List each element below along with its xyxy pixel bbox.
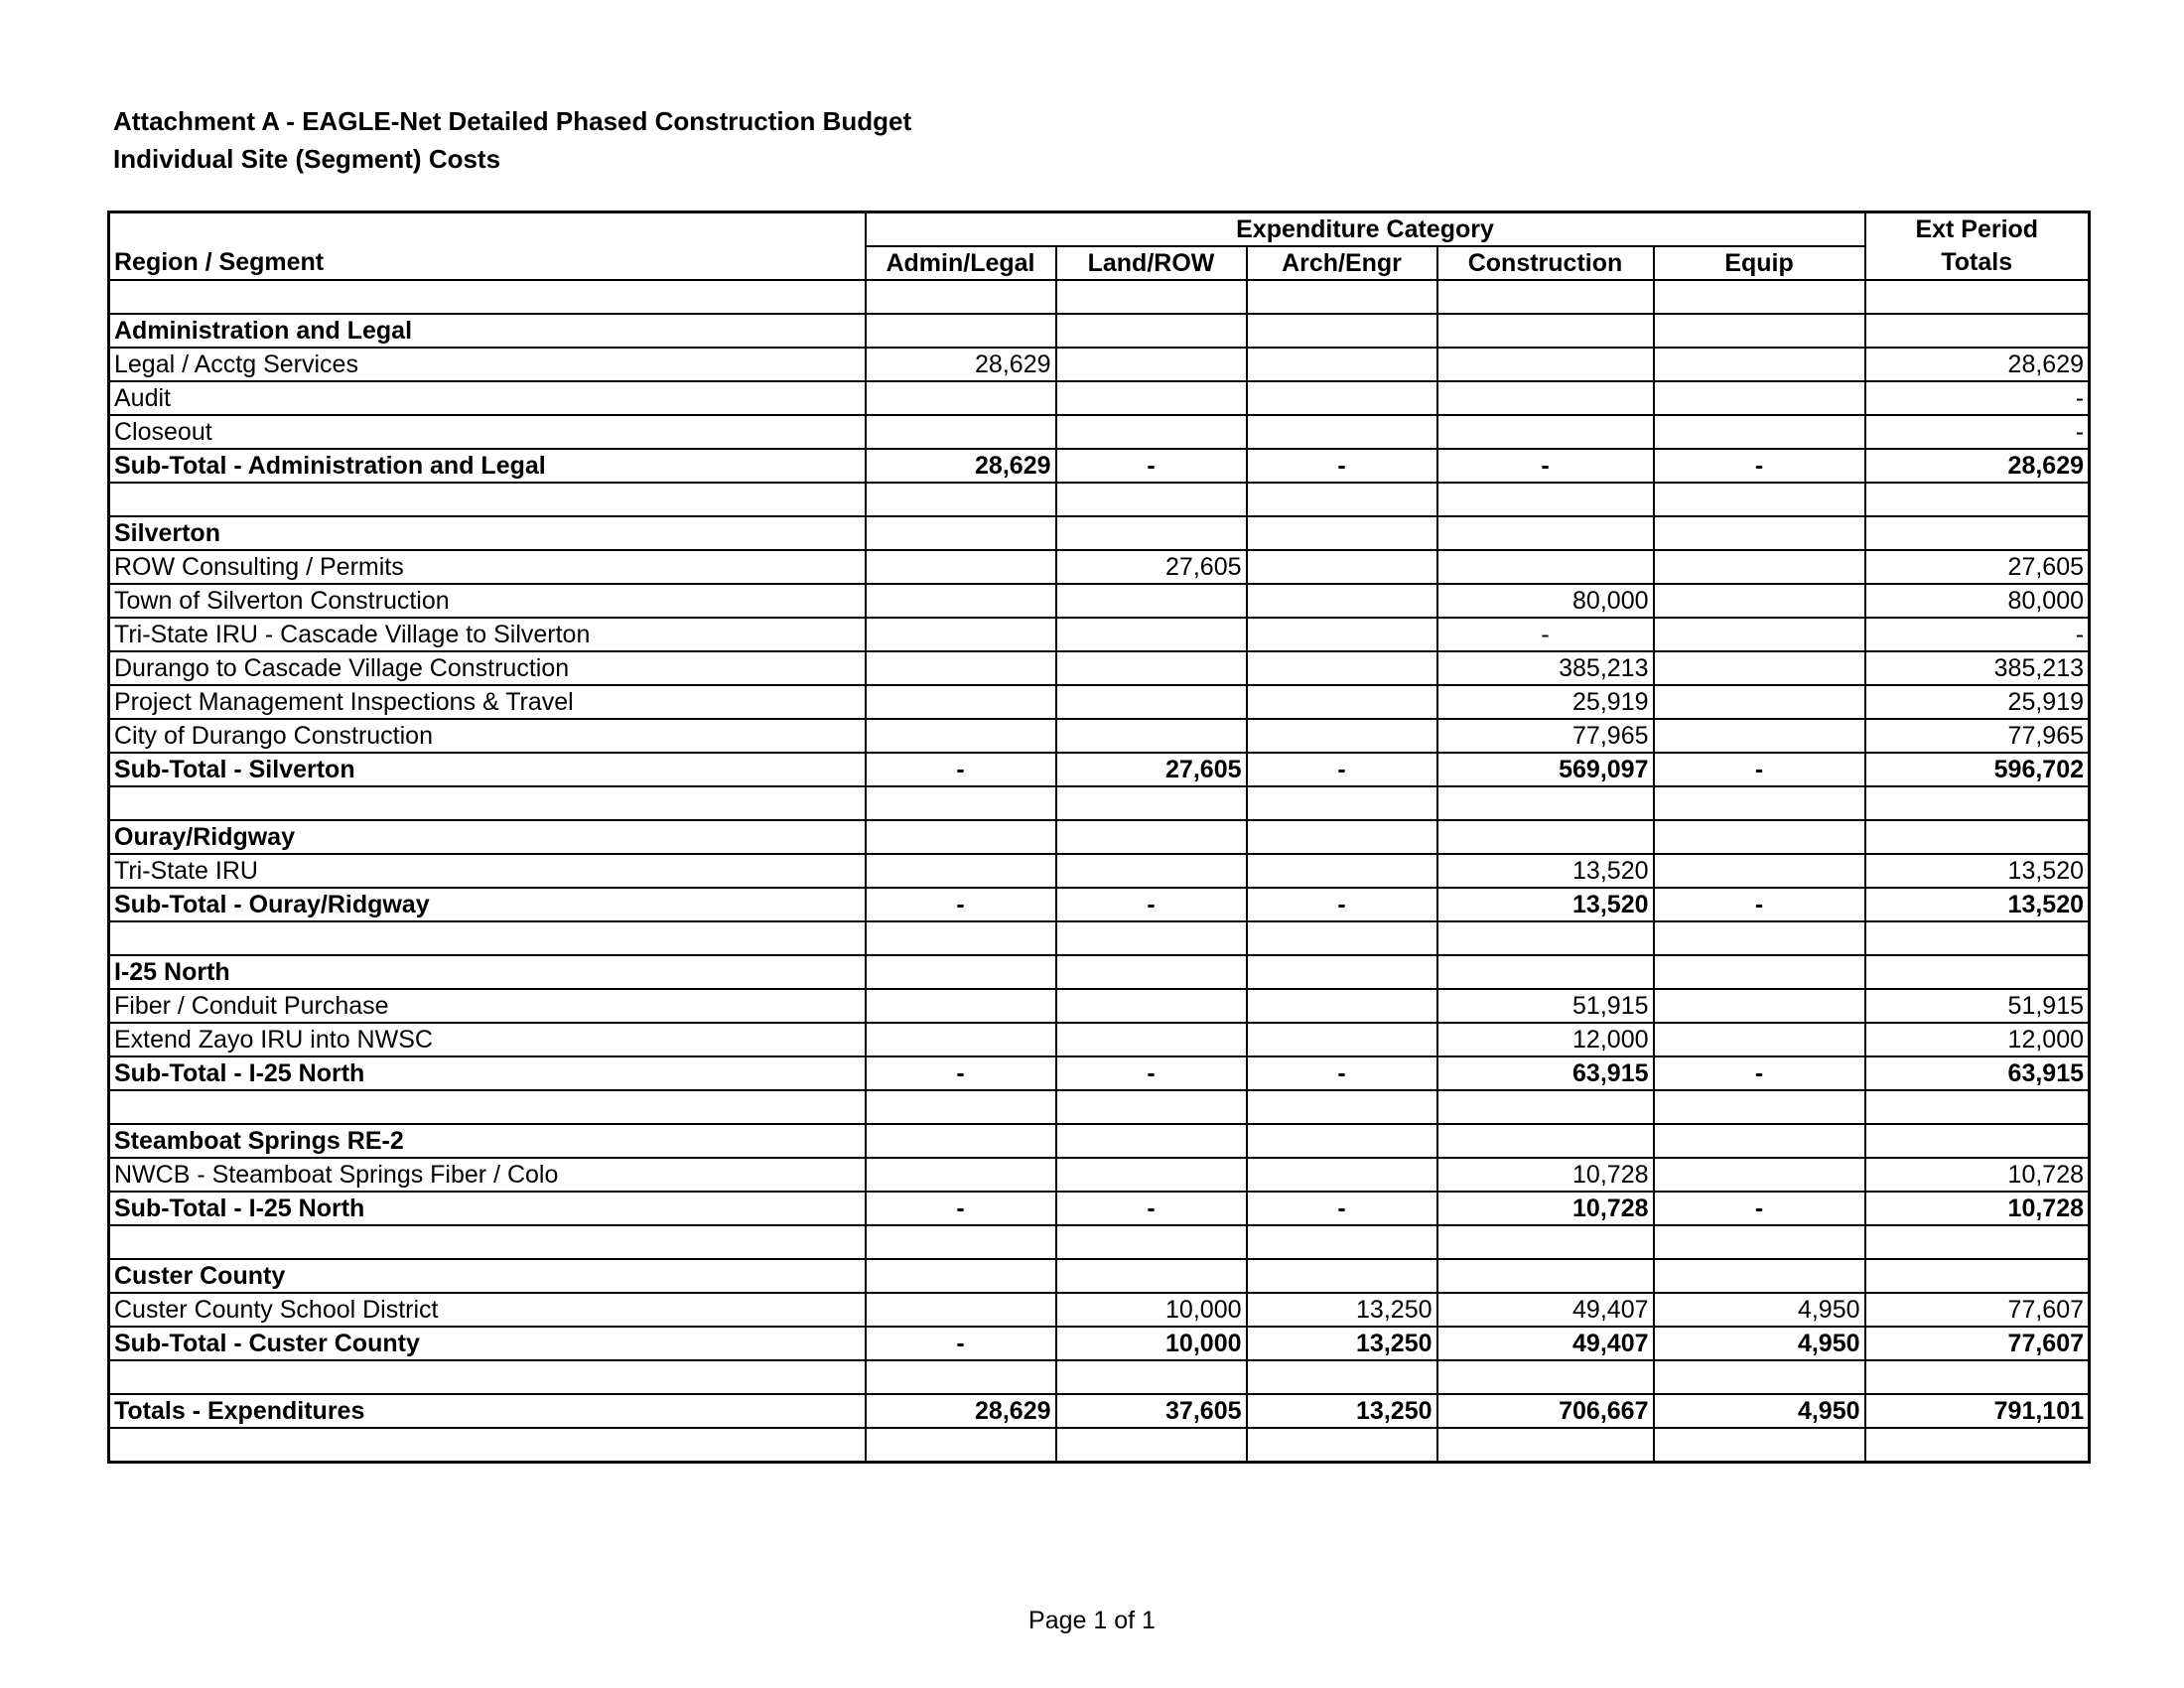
blank-cell (1247, 1225, 1437, 1259)
header-row-group (109, 212, 2090, 247)
cell-equip (1654, 854, 1865, 888)
blank-cell (1865, 516, 2090, 550)
cell-land-row (1056, 415, 1247, 449)
blank-cell (1865, 1090, 2090, 1124)
row-label: Sub-Total - Administration and Legal (109, 449, 866, 483)
blank-cell (1865, 1225, 2090, 1259)
blank-cell (1056, 1124, 1247, 1158)
row-label: Tri-State IRU - Cascade Village to Silverton (109, 618, 866, 651)
blank-cell (1654, 516, 1865, 550)
row-label: Town of Silverton Construction (109, 584, 866, 618)
blank-cell (1654, 820, 1865, 854)
blank-row (109, 1360, 2090, 1394)
row-label: Project Management Inspections & Travel (109, 685, 866, 719)
cell-admin-legal (866, 381, 1056, 415)
row-label: Silverton (109, 516, 866, 550)
line-item-row (109, 719, 2090, 753)
cell-arch-engr: 13,250 (1247, 1327, 1437, 1360)
blank-row (109, 483, 2090, 516)
cell-equip (1654, 618, 1865, 651)
cell-land-row (1056, 854, 1247, 888)
cell-construction: 12,000 (1437, 1023, 1654, 1056)
blank-cell (866, 955, 1056, 989)
cell-equip (1654, 685, 1865, 719)
blank-cell (1247, 1090, 1437, 1124)
cell-arch-engr (1247, 1023, 1437, 1056)
cell-arch-engr (1247, 685, 1437, 719)
blank-cell (1437, 1090, 1654, 1124)
cell-construction: 569,097 (1437, 753, 1654, 786)
cell-ext-period-total: 80,000 (1865, 584, 2090, 618)
blank-cell (1056, 1360, 1247, 1394)
cell-arch-engr: 13,250 (1247, 1394, 1437, 1428)
blank-cell (1437, 1225, 1654, 1259)
line-item-row (109, 989, 2090, 1023)
row-label: Steamboat Springs RE-2 (109, 1124, 866, 1158)
blank-cell (1865, 483, 2090, 516)
cell-admin-legal (866, 685, 1056, 719)
blank-cell (1654, 786, 1865, 820)
blank-cell (109, 483, 866, 516)
document-subtitle: Individual Site (Segment) Costs (113, 144, 501, 174)
line-item-row (109, 348, 2090, 381)
blank-cell (109, 1360, 866, 1394)
cell-ext-period-total: 63,915 (1865, 1056, 2090, 1090)
cell-ext-period-total: 77,965 (1865, 719, 2090, 753)
line-item-row (109, 584, 2090, 618)
blank-cell (1865, 1124, 2090, 1158)
cell-construction: 49,407 (1437, 1293, 1654, 1327)
cell-construction: 51,915 (1437, 989, 1654, 1023)
header-region-blank (109, 212, 866, 247)
blank-cell (1247, 955, 1437, 989)
cell-ext-period-total: 385,213 (1865, 651, 2090, 685)
cell-equip (1654, 415, 1865, 449)
blank-cell (1654, 1225, 1865, 1259)
row-label: Audit (109, 381, 866, 415)
blank-cell (1865, 921, 2090, 955)
cell-land-row: - (1056, 449, 1247, 483)
cell-land-row: - (1056, 1056, 1247, 1090)
cell-equip (1654, 584, 1865, 618)
cell-ext-period-total: 28,629 (1865, 449, 2090, 483)
cell-admin-legal (866, 719, 1056, 753)
blank-cell (1437, 1428, 1654, 1463)
subtotal-row (109, 1327, 2090, 1360)
cell-construction: 10,728 (1437, 1158, 1654, 1192)
cell-equip (1654, 1158, 1865, 1192)
blank-cell (1056, 786, 1247, 820)
blank-cell (1247, 314, 1437, 348)
row-label: Durango to Cascade Village Construction (109, 651, 866, 685)
blank-cell (1247, 786, 1437, 820)
cell-land-row (1056, 651, 1247, 685)
blank-cell (866, 1428, 1056, 1463)
blank-cell (1056, 921, 1247, 955)
cell-arch-engr (1247, 719, 1437, 753)
cell-construction (1437, 415, 1654, 449)
line-item-row (109, 550, 2090, 584)
cell-ext-period-total: - (1865, 381, 2090, 415)
blank-cell (1865, 1259, 2090, 1293)
cell-construction: 25,919 (1437, 685, 1654, 719)
blank-row (109, 1428, 2090, 1463)
blank-cell (1247, 820, 1437, 854)
cell-equip (1654, 1023, 1865, 1056)
blank-cell (1437, 280, 1654, 314)
row-label: Sub-Total - Silverton (109, 753, 866, 786)
cell-ext-period-total: 77,607 (1865, 1327, 2090, 1360)
blank-cell (866, 280, 1056, 314)
cell-ext-period-total: 13,520 (1865, 888, 2090, 921)
subtotal-row (109, 888, 2090, 921)
blank-cell (1056, 1428, 1247, 1463)
line-item-row (109, 1293, 2090, 1327)
budget-table-body (109, 212, 2090, 1463)
cell-construction: 77,965 (1437, 719, 1654, 753)
cell-land-row (1056, 584, 1247, 618)
blank-cell (109, 1225, 866, 1259)
cell-arch-engr: - (1247, 1056, 1437, 1090)
cell-equip (1654, 989, 1865, 1023)
line-item-row (109, 685, 2090, 719)
blank-cell (1056, 1090, 1247, 1124)
row-label: Legal / Acctg Services (109, 348, 866, 381)
cell-land-row: 37,605 (1056, 1394, 1247, 1428)
cell-admin-legal: - (866, 888, 1056, 921)
budget-table (107, 211, 2091, 1464)
cell-admin-legal (866, 854, 1056, 888)
blank-cell (1654, 921, 1865, 955)
blank-cell (1056, 1259, 1247, 1293)
cell-admin-legal: - (866, 1056, 1056, 1090)
blank-row (109, 1090, 2090, 1124)
cell-equip: 4,950 (1654, 1394, 1865, 1428)
blank-cell (1247, 280, 1437, 314)
header-arch-engr: Arch/Engr (1247, 246, 1437, 280)
cell-equip: - (1654, 1192, 1865, 1225)
blank-cell (1654, 314, 1865, 348)
section-header-row (109, 314, 2090, 348)
blank-cell (1865, 955, 2090, 989)
blank-cell (1056, 314, 1247, 348)
cell-admin-legal: 28,629 (866, 1394, 1056, 1428)
subtotal-row (109, 449, 2090, 483)
row-label: I-25 North (109, 955, 866, 989)
row-label: ROW Consulting / Permits (109, 550, 866, 584)
header-admin-legal: Admin/Legal (866, 246, 1056, 280)
cell-equip (1654, 719, 1865, 753)
cell-construction: - (1437, 449, 1654, 483)
blank-cell (1247, 1124, 1437, 1158)
row-label: Tri-State IRU (109, 854, 866, 888)
blank-row (109, 280, 2090, 314)
row-label: Closeout (109, 415, 866, 449)
cell-arch-engr (1247, 584, 1437, 618)
cell-arch-engr: - (1247, 449, 1437, 483)
blank-cell (1247, 516, 1437, 550)
blank-cell (866, 483, 1056, 516)
section-header-row (109, 955, 2090, 989)
line-item-row (109, 1023, 2090, 1056)
blank-cell (1056, 483, 1247, 516)
blank-cell (1654, 1360, 1865, 1394)
line-item-row (109, 1158, 2090, 1192)
cell-ext-period-total: 28,629 (1865, 348, 2090, 381)
blank-cell (1437, 955, 1654, 989)
cell-arch-engr (1247, 1158, 1437, 1192)
blank-cell (1437, 1124, 1654, 1158)
blank-cell (1865, 314, 2090, 348)
blank-cell (109, 786, 866, 820)
header-land-row: Land/ROW (1056, 246, 1247, 280)
blank-cell (1654, 1124, 1865, 1158)
cell-land-row (1056, 685, 1247, 719)
cell-arch-engr (1247, 854, 1437, 888)
header-expenditure-category: Expenditure Category (866, 212, 1865, 247)
cell-equip (1654, 651, 1865, 685)
cell-ext-period-total: 10,728 (1865, 1192, 2090, 1225)
cell-arch-engr (1247, 348, 1437, 381)
blank-cell (109, 280, 866, 314)
cell-equip (1654, 348, 1865, 381)
line-item-row (109, 415, 2090, 449)
cell-equip (1654, 550, 1865, 584)
blank-cell (1654, 1259, 1865, 1293)
subtotal-row (109, 753, 2090, 786)
cell-construction: 10,728 (1437, 1192, 1654, 1225)
blank-cell (1865, 280, 2090, 314)
cell-admin-legal (866, 584, 1056, 618)
row-label: Sub-Total - Ouray/Ridgway (109, 888, 866, 921)
header-region-segment: Region / Segment (109, 246, 866, 280)
cell-admin-legal (866, 1023, 1056, 1056)
cell-ext-period-total: 27,605 (1865, 550, 2090, 584)
blank-cell (1056, 955, 1247, 989)
subtotal-row (109, 1056, 2090, 1090)
row-label: Ouray/Ridgway (109, 820, 866, 854)
page-footer: Page 1 of 1 (1028, 1607, 1156, 1634)
header-totals: Totals (1865, 246, 2090, 280)
blank-cell (1654, 483, 1865, 516)
cell-construction: 706,667 (1437, 1394, 1654, 1428)
row-label: Sub-Total - I-25 North (109, 1192, 866, 1225)
blank-cell (866, 786, 1056, 820)
section-header-row (109, 820, 2090, 854)
cell-admin-legal: - (866, 1192, 1056, 1225)
blank-cell (1437, 516, 1654, 550)
cell-construction (1437, 348, 1654, 381)
cell-land-row (1056, 719, 1247, 753)
cell-land-row (1056, 381, 1247, 415)
blank-cell (1654, 280, 1865, 314)
cell-admin-legal: - (866, 753, 1056, 786)
cell-land-row: 10,000 (1056, 1293, 1247, 1327)
blank-cell (1437, 1360, 1654, 1394)
blank-cell (1437, 921, 1654, 955)
blank-cell (1865, 1428, 2090, 1463)
blank-cell (1437, 314, 1654, 348)
blank-cell (1865, 1360, 2090, 1394)
section-header-row (109, 1124, 2090, 1158)
blank-row (109, 1225, 2090, 1259)
blank-cell (109, 921, 866, 955)
cell-arch-engr: - (1247, 888, 1437, 921)
header-ext-period: Ext Period (1865, 212, 2090, 247)
cell-equip: - (1654, 753, 1865, 786)
blank-cell (1056, 280, 1247, 314)
blank-cell (1865, 786, 2090, 820)
line-item-row (109, 381, 2090, 415)
line-item-row (109, 854, 2090, 888)
cell-admin-legal (866, 415, 1056, 449)
row-label: Totals - Expenditures (109, 1394, 866, 1428)
cell-equip (1654, 381, 1865, 415)
blank-row (109, 921, 2090, 955)
cell-land-row: - (1056, 1192, 1247, 1225)
cell-land-row (1056, 989, 1247, 1023)
cell-land-row: - (1056, 888, 1247, 921)
blank-cell (866, 820, 1056, 854)
cell-land-row (1056, 618, 1247, 651)
cell-admin-legal: - (866, 1327, 1056, 1360)
cell-ext-period-total: - (1865, 618, 2090, 651)
cell-construction (1437, 381, 1654, 415)
line-item-row (109, 618, 2090, 651)
blank-row (109, 786, 2090, 820)
cell-land-row (1056, 348, 1247, 381)
blank-cell (1247, 483, 1437, 516)
row-label: Custer County (109, 1259, 866, 1293)
cell-arch-engr (1247, 989, 1437, 1023)
blank-cell (866, 1090, 1056, 1124)
cell-ext-period-total: 596,702 (1865, 753, 2090, 786)
blank-cell (1056, 820, 1247, 854)
cell-equip: - (1654, 449, 1865, 483)
cell-construction: 13,520 (1437, 854, 1654, 888)
cell-ext-period-total: 77,607 (1865, 1293, 2090, 1327)
blank-cell (109, 1428, 866, 1463)
cell-land-row: 10,000 (1056, 1327, 1247, 1360)
cell-arch-engr (1247, 651, 1437, 685)
row-label: NWCB - Steamboat Springs Fiber / Colo (109, 1158, 866, 1192)
cell-arch-engr: 13,250 (1247, 1293, 1437, 1327)
cell-arch-engr: - (1247, 753, 1437, 786)
row-label: Fiber / Conduit Purchase (109, 989, 866, 1023)
cell-construction: - (1437, 618, 1654, 651)
row-label: Sub-Total - I-25 North (109, 1056, 866, 1090)
cell-construction: 13,520 (1437, 888, 1654, 921)
cell-ext-period-total: 10,728 (1865, 1158, 2090, 1192)
blank-cell (866, 921, 1056, 955)
cell-construction (1437, 550, 1654, 584)
cell-construction: 385,213 (1437, 651, 1654, 685)
blank-cell (1056, 1225, 1247, 1259)
cell-ext-period-total: 25,919 (1865, 685, 2090, 719)
subtotal-row (109, 1192, 2090, 1225)
cell-arch-engr (1247, 618, 1437, 651)
row-label: Custer County School District (109, 1293, 866, 1327)
blank-cell (1247, 1259, 1437, 1293)
blank-cell (1437, 483, 1654, 516)
line-item-row (109, 651, 2090, 685)
cell-admin-legal: 28,629 (866, 449, 1056, 483)
cell-arch-engr (1247, 415, 1437, 449)
cell-equip: 4,950 (1654, 1293, 1865, 1327)
cell-construction: 63,915 (1437, 1056, 1654, 1090)
cell-construction: 80,000 (1437, 584, 1654, 618)
cell-land-row (1056, 1023, 1247, 1056)
blank-cell (866, 1259, 1056, 1293)
header-construction: Construction (1437, 246, 1654, 280)
cell-ext-period-total: - (1865, 415, 2090, 449)
cell-equip: 4,950 (1654, 1327, 1865, 1360)
subtotal-row (109, 1394, 2090, 1428)
cell-land-row: 27,605 (1056, 550, 1247, 584)
cell-land-row (1056, 1158, 1247, 1192)
cell-arch-engr (1247, 550, 1437, 584)
cell-admin-legal (866, 618, 1056, 651)
cell-equip: - (1654, 1056, 1865, 1090)
blank-cell (109, 1090, 866, 1124)
blank-cell (866, 1124, 1056, 1158)
section-header-row (109, 516, 2090, 550)
blank-cell (1437, 786, 1654, 820)
blank-cell (1437, 1259, 1654, 1293)
cell-admin-legal (866, 1293, 1056, 1327)
section-header-row (109, 1259, 2090, 1293)
cell-admin-legal (866, 1158, 1056, 1192)
header-row-columns (109, 246, 2090, 280)
cell-admin-legal: 28,629 (866, 348, 1056, 381)
blank-cell (1247, 921, 1437, 955)
cell-construction: 49,407 (1437, 1327, 1654, 1360)
cell-admin-legal (866, 989, 1056, 1023)
row-label: City of Durango Construction (109, 719, 866, 753)
blank-cell (1247, 1360, 1437, 1394)
row-label: Administration and Legal (109, 314, 866, 348)
cell-land-row: 27,605 (1056, 753, 1247, 786)
blank-cell (1865, 820, 2090, 854)
row-label: Sub-Total - Custer County (109, 1327, 866, 1360)
cell-ext-period-total: 51,915 (1865, 989, 2090, 1023)
blank-cell (1654, 1428, 1865, 1463)
blank-cell (866, 1225, 1056, 1259)
blank-cell (1247, 1428, 1437, 1463)
cell-equip: - (1654, 888, 1865, 921)
blank-cell (1654, 955, 1865, 989)
cell-ext-period-total: 13,520 (1865, 854, 2090, 888)
cell-admin-legal (866, 550, 1056, 584)
cell-arch-engr: - (1247, 1192, 1437, 1225)
blank-cell (1056, 516, 1247, 550)
blank-cell (866, 516, 1056, 550)
cell-admin-legal (866, 651, 1056, 685)
blank-cell (1437, 820, 1654, 854)
blank-cell (1654, 1090, 1865, 1124)
cell-ext-period-total: 12,000 (1865, 1023, 2090, 1056)
cell-ext-period-total: 791,101 (1865, 1394, 2090, 1428)
cell-arch-engr (1247, 381, 1437, 415)
document-title: Attachment A - EAGLE-Net Detailed Phased Construction Budget (113, 106, 912, 136)
row-label: Extend Zayo IRU into NWSC (109, 1023, 866, 1056)
blank-cell (866, 1360, 1056, 1394)
blank-cell (866, 314, 1056, 348)
header-equip: Equip (1654, 246, 1865, 280)
